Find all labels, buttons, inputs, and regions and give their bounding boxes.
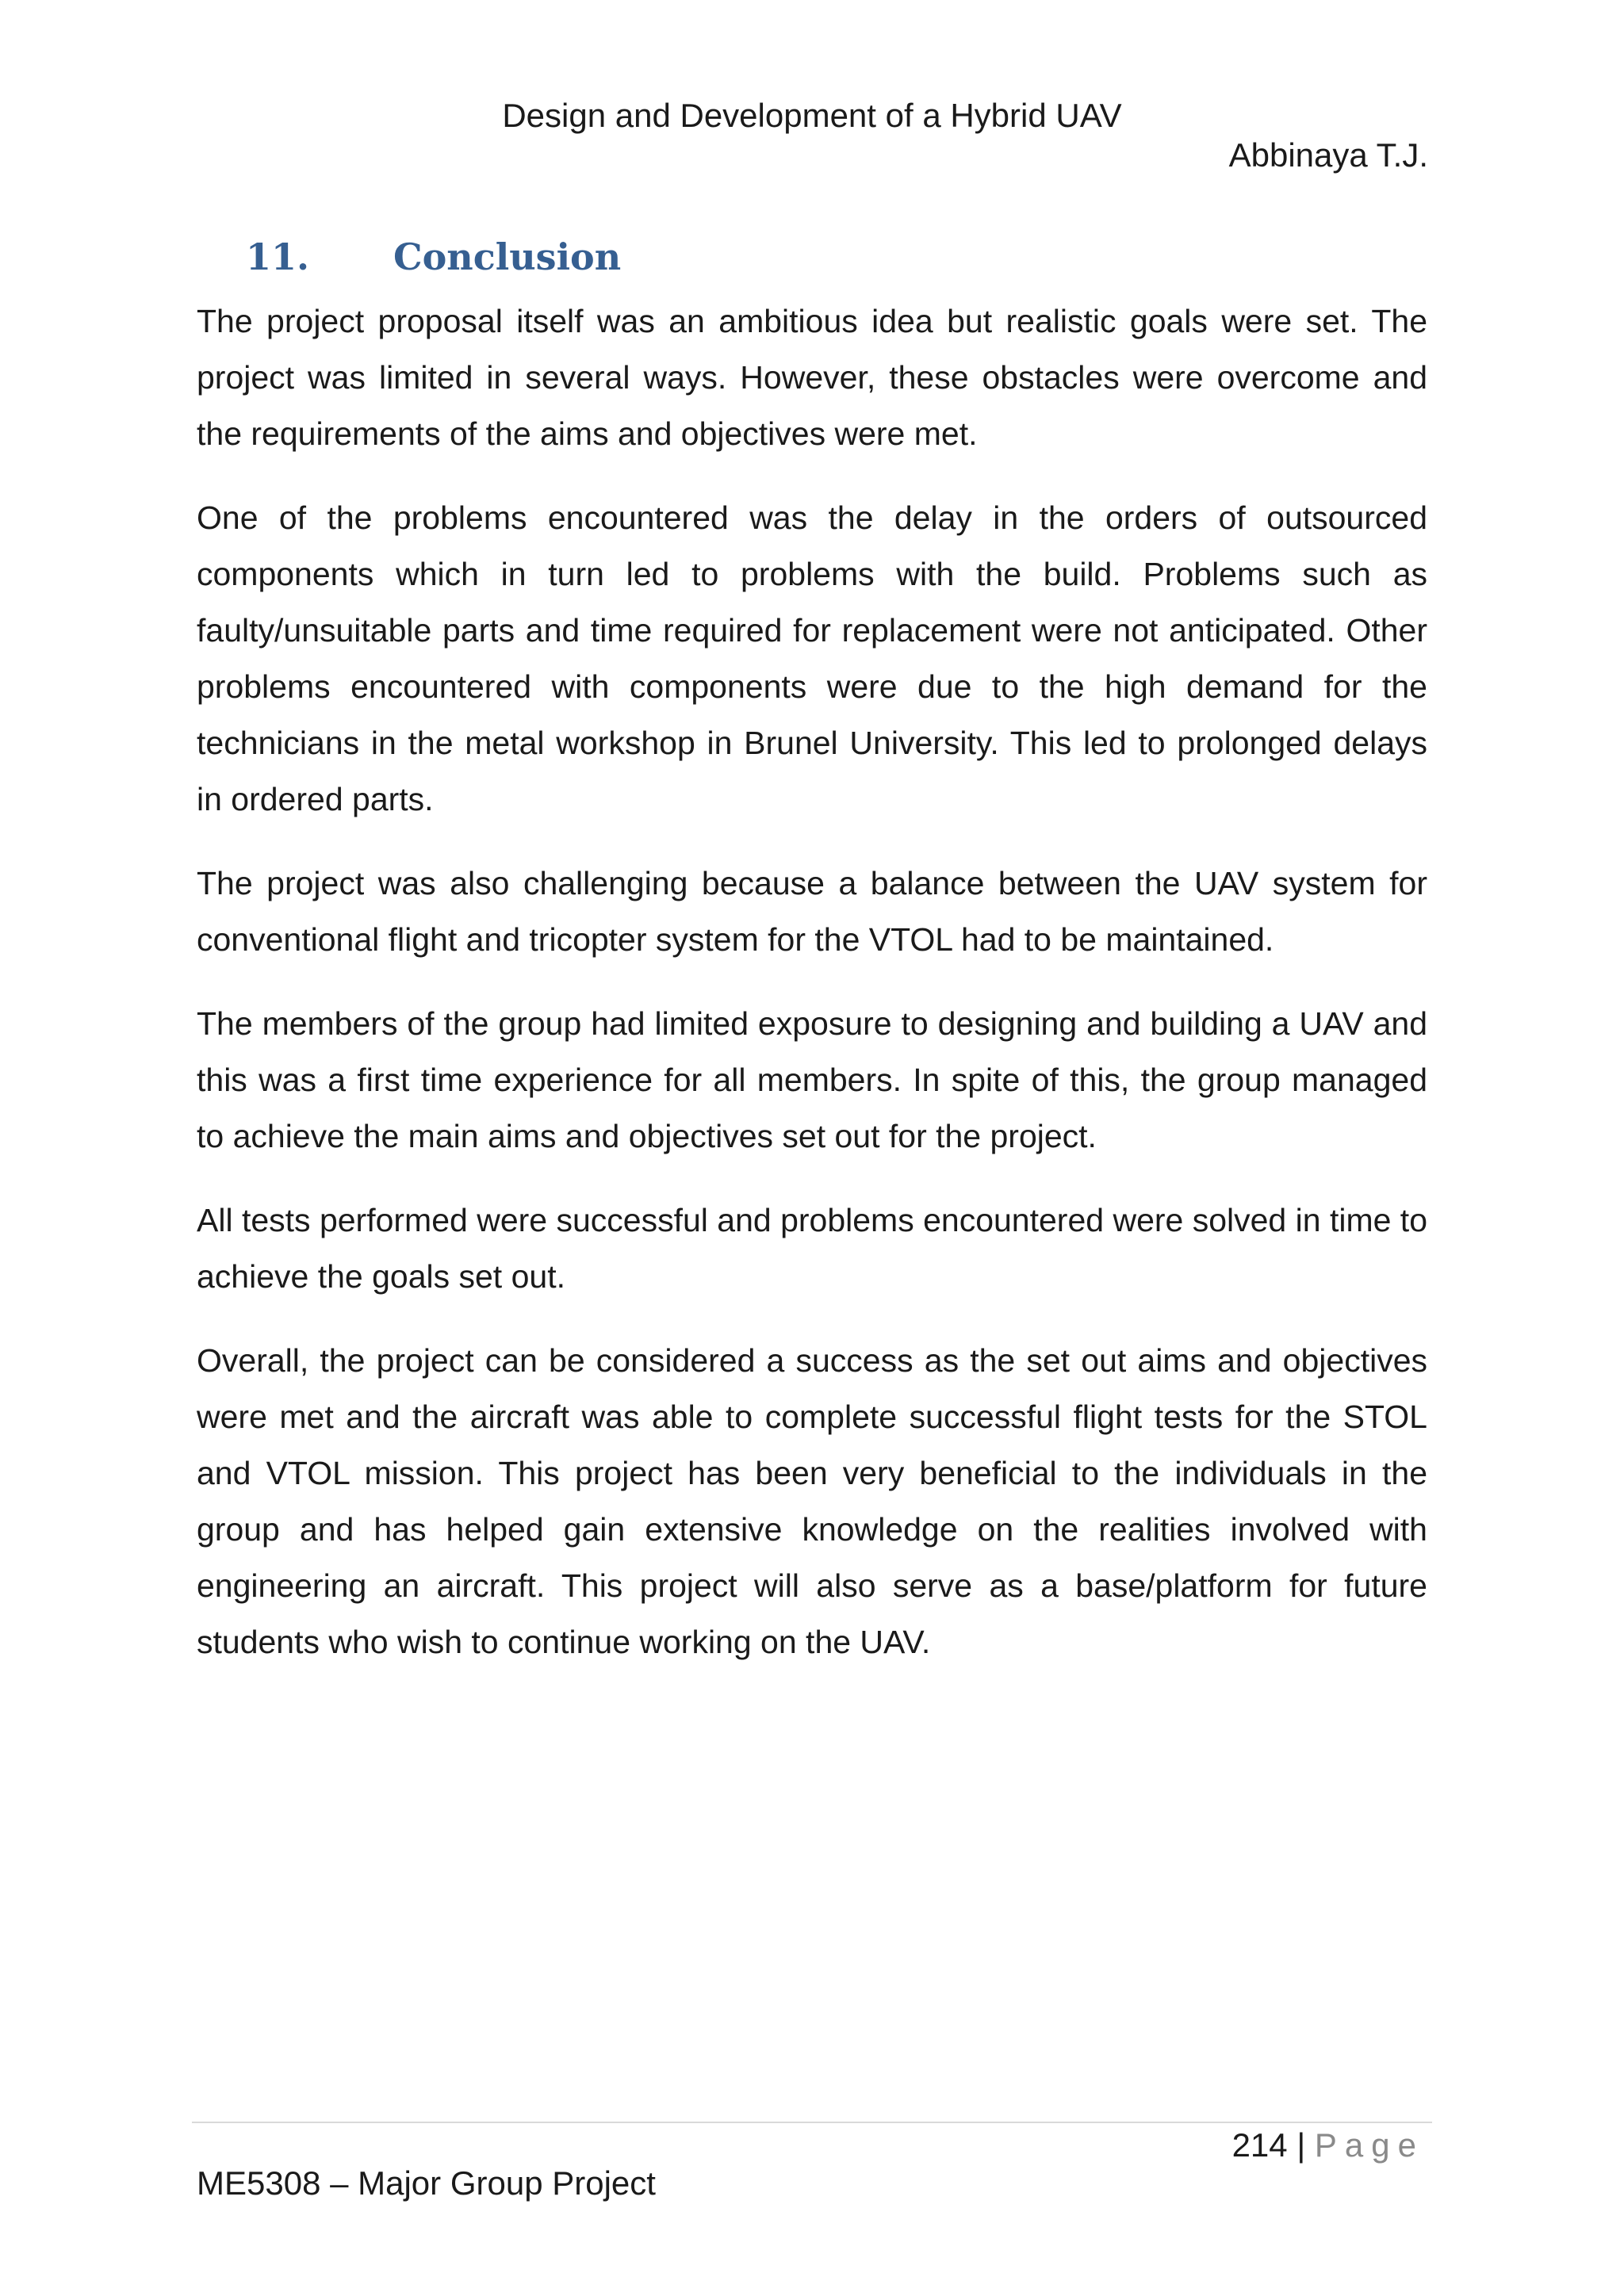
page-label: Page bbox=[1314, 2126, 1424, 2164]
section-heading bbox=[246, 233, 621, 281]
paragraph: The project proposal itself was an ambitious idea but realistic goals were set. The project was limited in several ways. However, these obstacles were overcome and the requirements of the aims and objectives were met. bbox=[197, 303, 1427, 452]
footer-divider bbox=[192, 2122, 1432, 2123]
paragraph: The members of the group had limited exposure to designing and building a UAV and this was a first time experience for all members. In spite of this, the group managed to achieve the main aims and objectives set out for the project. bbox=[197, 1005, 1427, 1154]
paragraph: The project was also challenging because a balance between the UAV system for conventional flight and tricopter system for the VTOL had to be maintained. bbox=[197, 865, 1427, 958]
section-number: 11. bbox=[246, 235, 310, 278]
footer-course: ME5308 – Major Group Project bbox=[197, 2164, 656, 2202]
page-number-value: 214 bbox=[1231, 2126, 1288, 2164]
page-number bbox=[1232, 2125, 1424, 2166]
section-title: Conclusion bbox=[393, 235, 622, 278]
page-number-separator: | bbox=[1297, 2126, 1306, 2164]
paragraph: All tests performed were successful and problems encountered were solved in time to achieve the goals set out. bbox=[197, 1202, 1427, 1295]
header-author: Abbinaya T.J. bbox=[1228, 136, 1428, 174]
body-text bbox=[197, 293, 1427, 1698]
paragraph: Overall, the project can be considered a success as the set out aims and objectives were met and the aircraft was able to complete successful flight tests for the STOL and VTOL mission. This project has been very beneficial to the individuals in the group and has helped gain extensive knowledge on the realities involved with engineering an aircraft. This project will also serve as a base/platform for future students who wish to continue working on the UAV. bbox=[197, 1342, 1427, 1660]
paragraph: One of the problems encountered was the delay in the orders of outsourced components which in turn led to problems with the build. Problems such as faulty/unsuitable parts and time required for replacement were not anticipated. Other problems encountered with components were due to the high demand for the technicians in the metal workshop in Brunel University. This led to prolonged delays in ordered parts. bbox=[197, 499, 1427, 817]
header-title: Design and Development of a Hybrid UAV bbox=[502, 97, 1122, 134]
